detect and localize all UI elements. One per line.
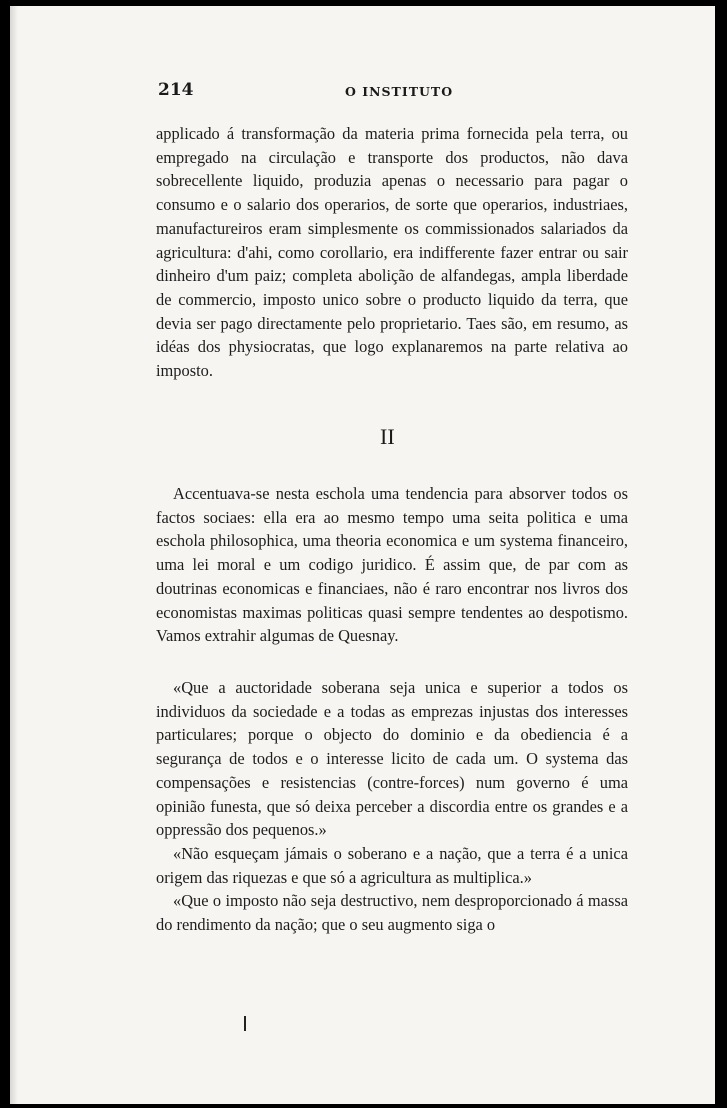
section-heading: II <box>380 424 395 449</box>
paragraph-physiocrats-summary: applicado á transformação da materia prima fornecida pela terra, ou empregado na circulação e transporte dos productos, não dava sobrecellente liquido, produzia apenas o necessario para pagar o consumo e o salario dos operarios, de sorte que operarios, industriaes, manufactureiros eram simplesmente os commissionados salariados da agricultura: d'ahi, como corollario, era indifferente fazer entrar ou sair dinheiro d'um paiz; completa abolição de alfandegas, ampla liberdade de commercio, imposto unico sobre o producto liquido da terra, que devia ser pago directamente pelo proprietario. Taes são, em resumo, as idéas dos physiocratas, que logo explanaremos na parte relativa ao imposto. <box>156 124 628 381</box>
page-header <box>158 80 628 102</box>
text-block-quotes <box>156 676 628 937</box>
paragraph-school-tendency: Accentuava-se nesta eschola uma tendencia para absorver todos os factos sociaes: ella era ao mesmo tempo uma seita politica e uma eschola philosophica, uma theoria economica e um systema financeiro, uma lei moral e um codigo juridico. É assim que, de par com as doutrinas economicas e financiaes, não é raro encontrar nos livros dos economistas maximas politicas quasi sempre tendentes ao despotismo. Vamos extrahir algumas de Quesnay. <box>156 484 628 646</box>
quote-sovereign-authority: «Que a auctoridade soberana seja unica e superior a todos os individuos da sociedade e a todas as emprezas injustas dos interesses particulares; porque o objecto do dominio e da obediencia é a segurança de todos e o interesse licito de cada um. O systema das compensações e resistencias (contre-forces) num governo é uma opinião funesta, que só deixa perceber a discordia entre os grandes e a oppressão dos pequenos.» <box>156 678 628 840</box>
stray-ink-mark <box>244 1016 246 1031</box>
text-block-middle <box>156 482 628 648</box>
page-number: 214 <box>158 80 194 100</box>
text-block-top <box>156 122 628 383</box>
page-edge-shadow <box>10 6 18 1104</box>
quote-tax: «Que o imposto não seja destructivo, nem desproporcionado á massa do rendimento da nação; que o seu augmento siga o <box>156 891 628 935</box>
quote-land-wealth: «Não esqueçam jámais o soberano e a nação, que a terra é a unica origem das riquezas e que só a agricultura as multiplica.» <box>156 843 628 887</box>
running-head: O INSTITUTO <box>345 84 454 99</box>
